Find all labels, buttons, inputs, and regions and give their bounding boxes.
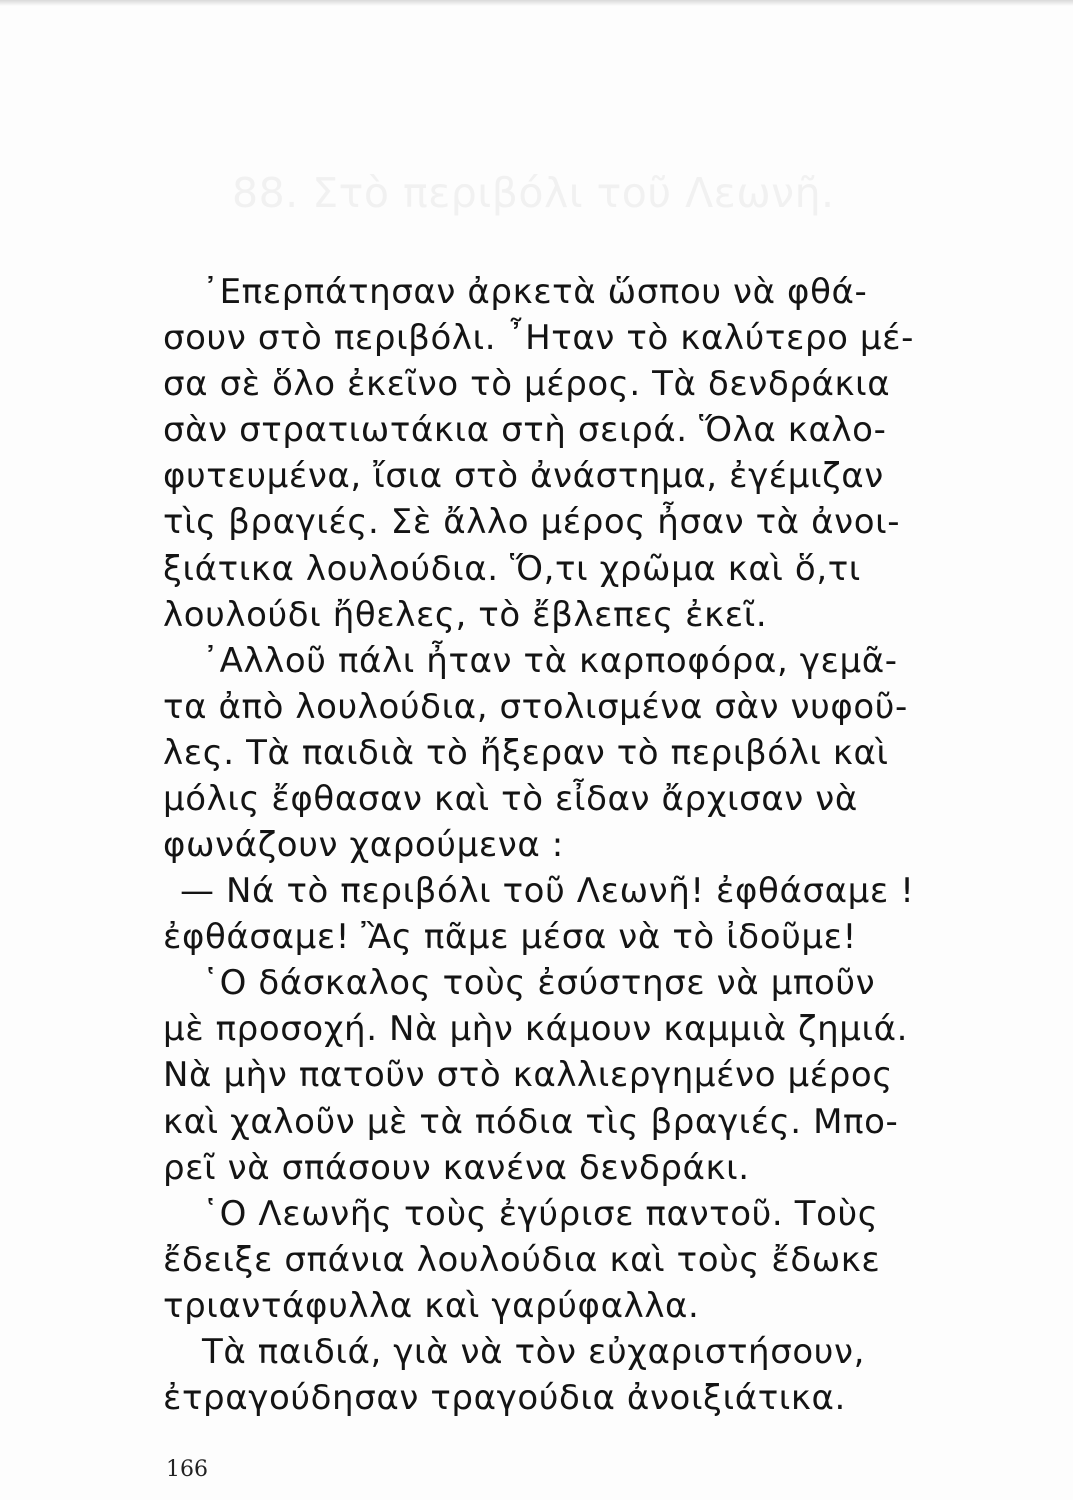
text-line: ἐτραγούδησαν τραγούδια ἀνοιξιάτικα.: [163, 1378, 846, 1418]
text-line: μὲ προσοχή. Νὰ μὴν κάμουν καμμιὰ ζημιά.: [163, 1009, 909, 1049]
text-line: μόλις ἔφθασαν καὶ τὸ εἶδαν ἄρχισαν νὰ: [163, 779, 858, 819]
text-line: Τὰ παιδιά, γιὰ νὰ τὸν εὐχαριστήσουν,: [202, 1332, 866, 1372]
text-line: λες. Τὰ παιδιὰ τὸ ἤξεραν τὸ περιβόλι καὶ: [163, 733, 889, 773]
text-line: Νὰ μὴν πατοῦν στὸ καλλιεργημένο μέρος: [163, 1055, 893, 1095]
text-line: λουλούδι ἤθελες, τὸ ἔβλεπες ἐκεῖ.: [163, 595, 768, 635]
page-top-edge: [0, 0, 1073, 6]
text-line: ᾿Αλλοῦ πάλι ἦταν τὰ καρποφόρα, γεμᾶ-: [202, 641, 898, 681]
text-line: ξιάτικα λουλούδια. Ὅ,τι χρῶμα καὶ ὅ,τι: [163, 549, 861, 589]
text-line: σουν στὸ περιβόλι. ῏Ηταν τὸ καλύτερο μέ-: [163, 318, 915, 358]
text-line: ρεῖ νὰ σπάσουν κανένα δενδράκι.: [163, 1148, 750, 1188]
text-line: τὶς βραγιές. Σὲ ἄλλο μέρος ἦσαν τὰ ἀνοι-: [163, 502, 901, 542]
text-line: ῾Ο δάσκαλος τοὺς ἐσύστησε νὰ μποῦν: [202, 963, 876, 1003]
page-number: 166: [166, 1457, 208, 1482]
text-line: ῾Ο Λεωνῆς τοὺς ἐγύρισε παντοῦ. Τοὺς: [202, 1194, 879, 1234]
text-line: ᾿Επερπάτησαν ἀρκετὰ ὥσπου νὰ φθά-: [202, 272, 868, 312]
text-line: σα σὲ ὅλο ἐκεῖνο τὸ μέρος. Τὰ δενδράκια: [163, 364, 891, 404]
text-line: — Νά τὸ περιβόλι τοῦ Λεωνῆ! ἐφθάσαμε !: [180, 871, 915, 911]
text-line: τριαντάφυλλα καὶ γαρύφαλλα.: [163, 1286, 700, 1326]
text-line: φυτευμένα, ἴσια στὸ ἀνάστημα, ἐγέμιζαν: [163, 456, 884, 496]
text-line: ἔδειξε σπάνια λουλούδια καὶ τοὺς ἔδωκε: [163, 1240, 881, 1280]
text-line: σὰν στρατιωτάκια στὴ σειρά. Ὅλα καλο-: [163, 410, 887, 450]
chapter-title: 88. Στὸ περιβόλι τοῦ Λεωνῆ.: [232, 169, 835, 217]
text-line: τα ἀπὸ λουλούδια, στολισμένα σὰν νυφοῦ-: [163, 687, 908, 727]
text-line: ἐφθάσαμε! Ἂς πᾶμε μέσα νὰ τὸ ἰδοῦμε!: [163, 917, 857, 957]
text-line: φωνάζουν χαρούμενα :: [163, 825, 564, 865]
text-line: καὶ χαλοῦν μὲ τὰ πόδια τὶς βραγιές. Μπο-: [163, 1102, 899, 1142]
